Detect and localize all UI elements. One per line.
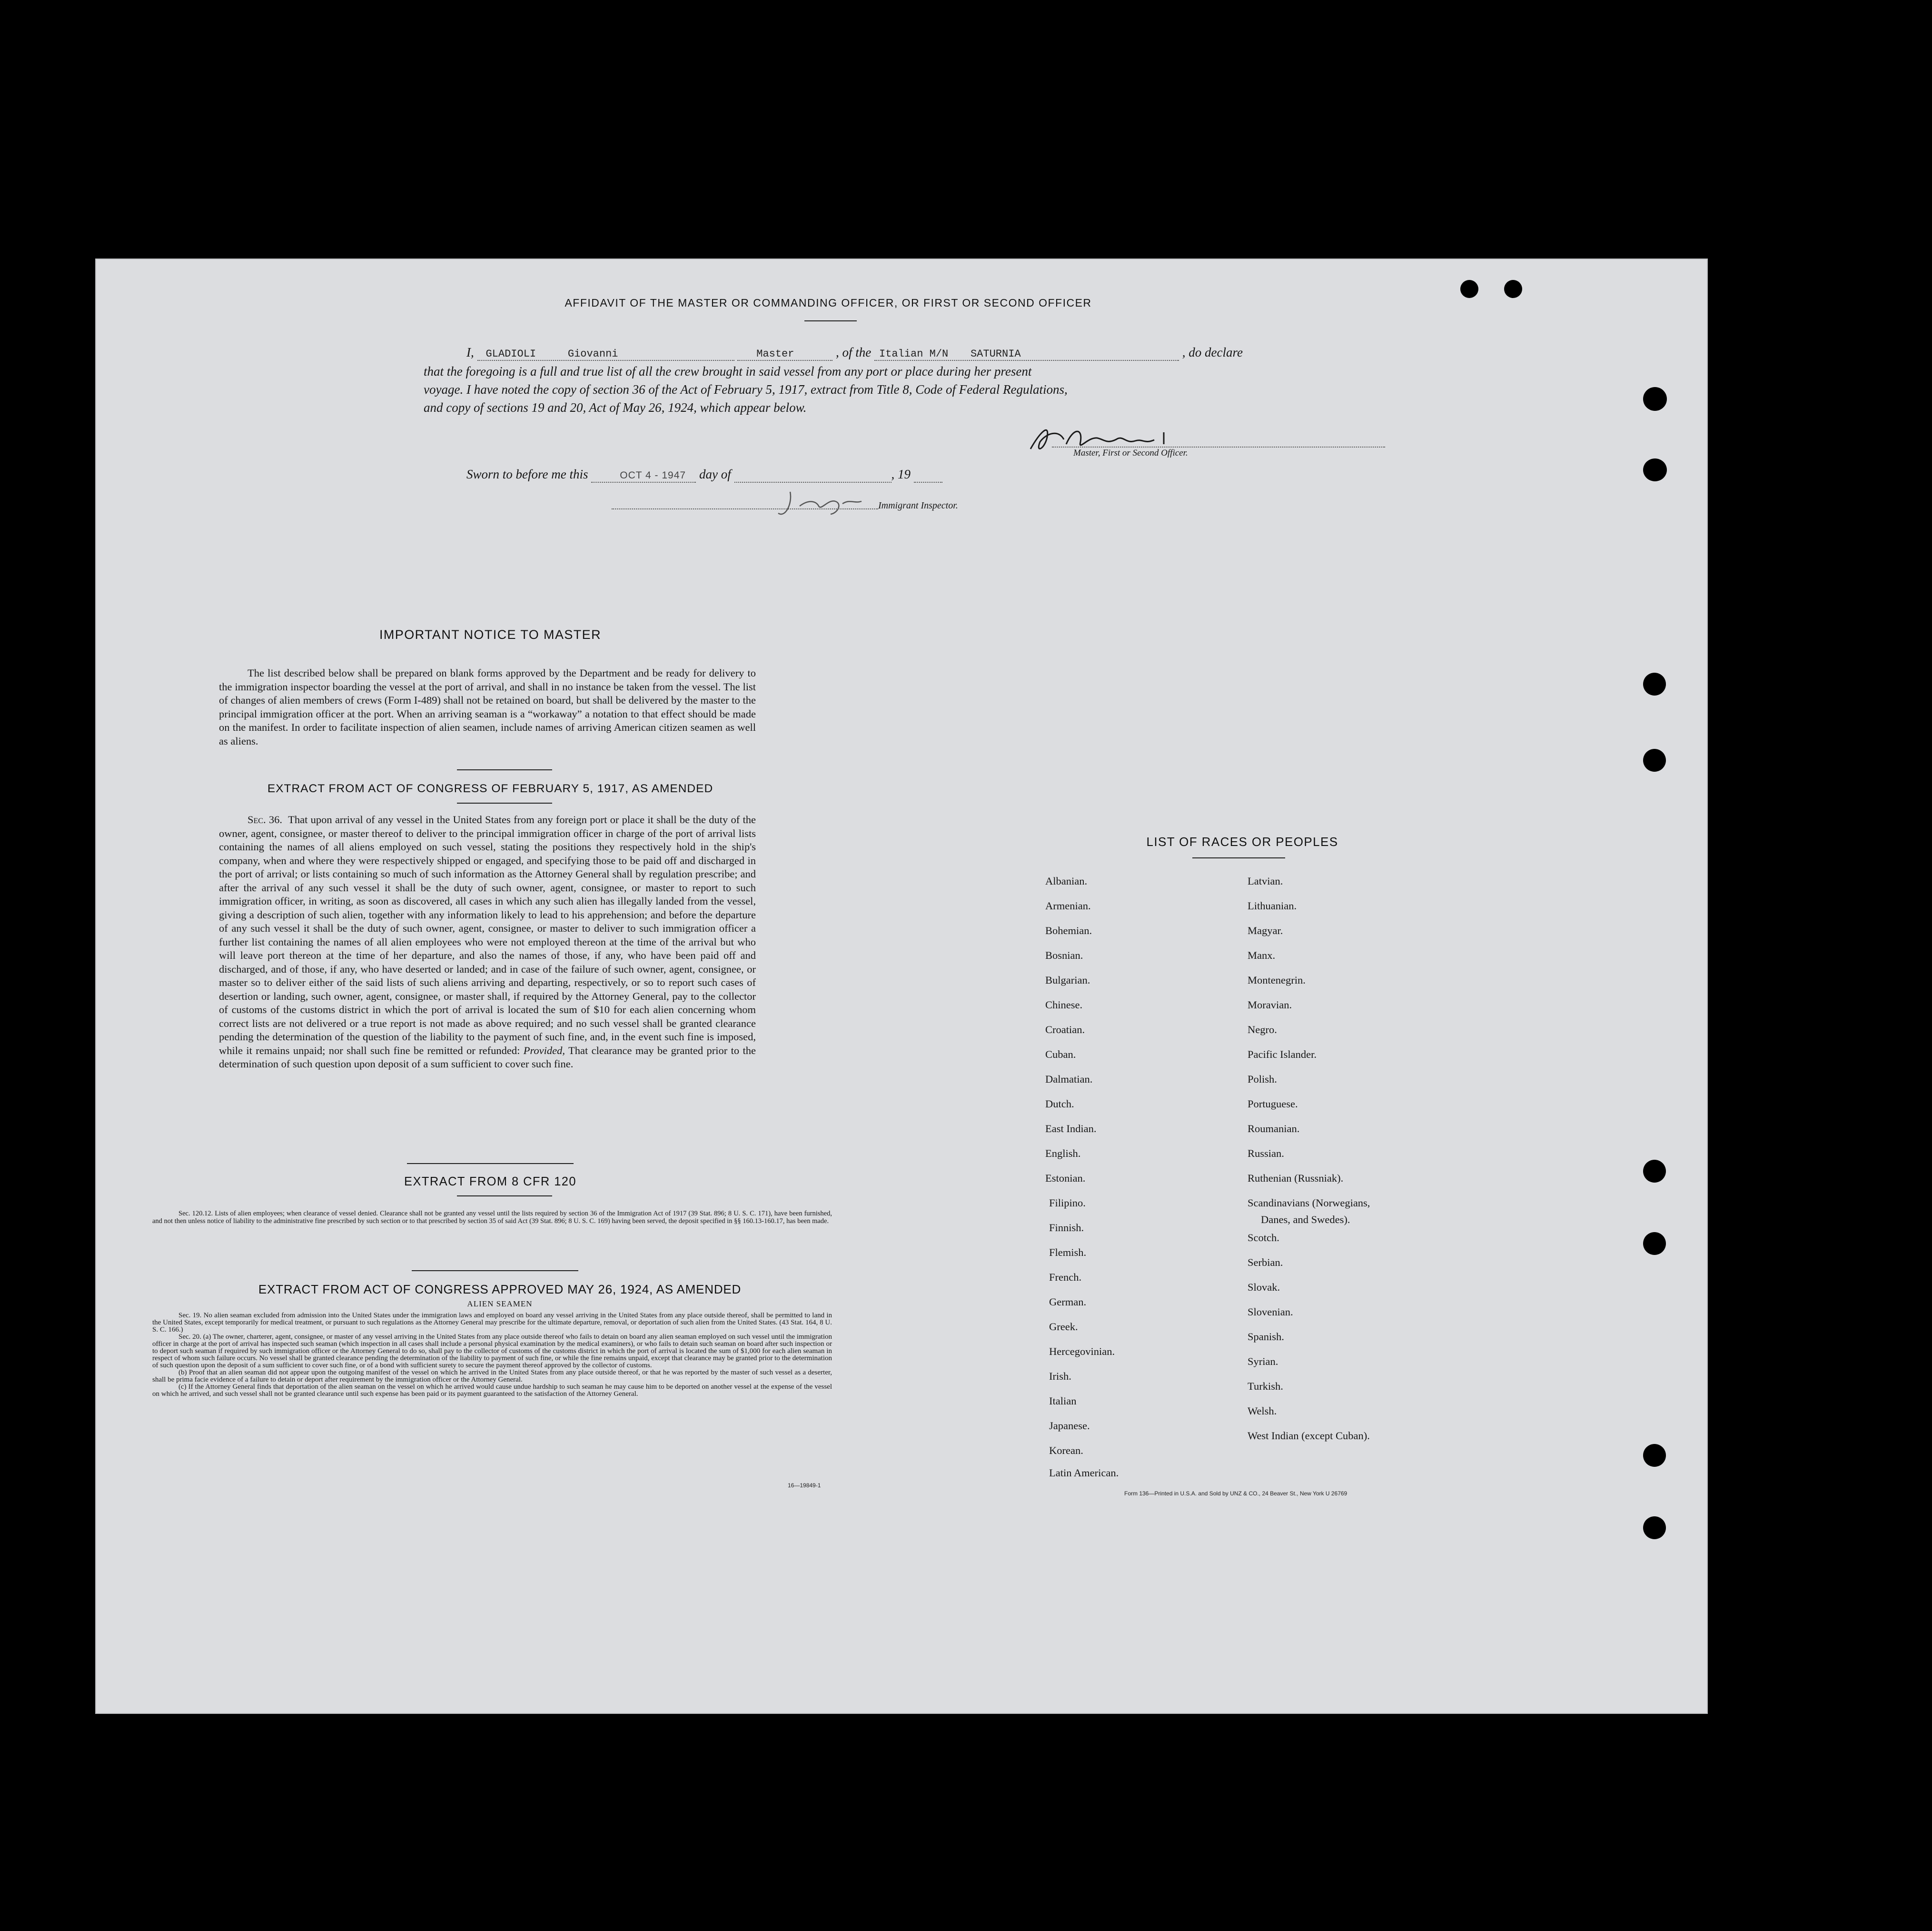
race-item: Italian <box>1049 1395 1077 1407</box>
race-item: English. <box>1045 1147 1081 1159</box>
race-item: Lithuanian. <box>1248 900 1297 912</box>
extract-1917-text <box>219 813 756 1071</box>
notice-title: IMPORTANT NOTICE TO MASTER <box>379 627 601 642</box>
race-item: Chinese. <box>1045 999 1083 1011</box>
sec-20c-text: (c) If the Attorney General finds that deportation of the alien seaman on the vessel on which he arrived would cause undue hardship to such seaman he may cause him to be deported on another vessel at the expense of the vessel on which he arrived, and such vessel shall not be granted clearance until such expense has been paid or its payment guaranteed to the satisfaction of the Attorney General. <box>152 1383 832 1398</box>
month-field <box>734 467 892 483</box>
date-field <box>591 467 696 483</box>
inspector-line <box>612 508 878 509</box>
punch-hole <box>1643 673 1666 696</box>
day-of-label: day of <box>699 467 731 481</box>
provided-label: Provided, <box>523 1044 565 1056</box>
race-item: Portuguese. <box>1248 1098 1298 1110</box>
race-item: Greek. <box>1049 1321 1078 1333</box>
race-item: Cuban. <box>1045 1048 1076 1060</box>
races-title-underline <box>1192 857 1285 858</box>
extract-1924-text <box>152 1312 832 1398</box>
race-item: Pacific Islander. <box>1248 1048 1317 1060</box>
race-item: Montenegrin. <box>1248 974 1306 986</box>
race-item: Croatian. <box>1045 1024 1085 1035</box>
name-field <box>477 345 734 361</box>
race-item: German. <box>1049 1296 1087 1308</box>
ship-name-value: SATURNIA <box>970 348 1021 360</box>
race-item: Bosnian. <box>1045 949 1083 961</box>
sec-36-text: That upon arrival of any vessel in the United States from any foreign port or place it shall be the duty of the owner, agent, consignee, or master thereof to deliver to the principal immigration officer in charge of the port of arrival lists containing the names of all aliens employed on such vessel, stating the positions they respectively hold in the ship's company, when and where they were respectively shipped or engaged, and specifying those to be paid off and discharged in the port of arrival; or lists containing so much of such information as the Attorney General shall by regulation prescribe; and after the arrival of any such vessel it shall be the duty of such owner, agent, consignee, or master to report to such immigration officer, in writing, as soon as discovered, all cases in which any such alien has illegally landed from the vessel, giving a description of such alien, together with any information likely to lead to his apprehension; and before the departure of any such vessel it shall be the duty of such owner, agent, consignee, or master to deliver to such immigration officer a further list containing the names of all alien employees who were not employed thereon at the time of the arrival but who will leave port thereon at the time of her departure, and also the names of those, if any, who have been paid off and discharged, and of those, if any, who have deserted or landed; and in case of the failure of such owner, agent, consignee, or master so to deliver either of the said lists of such aliens arriving and departing, respectively, or so to report such cases of desertion or landing, such owner, agent, consignee, or master shall, if required by the Attorney General, pay to the collector of customs of the customs district in which the port of arrival is located the sum of $10 for each alien concerning whom correct lists are not delivered or a true report is not made as above required; and no such vessel shall be granted clearance pending the determination of the question of the liability to the payment of such fine, and, in the event such fine is imposed, while it remains unpaid; nor shall such fine be remitted or refunded: <box>219 814 756 1056</box>
race-item: Slovenian. <box>1248 1306 1293 1318</box>
divider <box>457 1195 552 1196</box>
race-item: Ruthenian (Russniak). <box>1248 1172 1344 1184</box>
print-code: 16—19849-1 <box>788 1482 821 1489</box>
sec-20a-text: Sec. 20. (a) The owner, charterer, agent, consignee, or master of any vessel arriving in the United States from any place outside thereof who fails to detain on board any alien seaman employed on such vessel until the immigration officer in charge at the port of arrival has inspected such seaman (which inspection in all cases shall include a personal physical examination by the medical examiners), or who fails to detain such seaman on board after such inspection or to deport such seaman if required by such immigration officer or the Attorney General to do so, shall pay to the collector of customs of the customs district in which the port of arrival is located the sum of $1,000 for each alien seaman in respect of whom such failure occurs. No vessel shall be granted clearance pending the determination of the liability to payment of such fine, or while the fine remains unpaid, except that clearance may be granted prior to the determination of such question upon the deposit of a sum sufficient to cover such fine, or of a bond with sufficient surety to secure the payment thereof approved by the collector of customs. <box>152 1333 832 1369</box>
do-declare-label: , do declare <box>1182 345 1243 359</box>
race-item: Bohemian. <box>1045 925 1092 936</box>
race-item: Bulgarian. <box>1045 974 1090 986</box>
of-the-label: , of the <box>836 345 872 359</box>
race-item: Spanish. <box>1248 1331 1284 1343</box>
crew-list-form-back <box>95 259 1708 1714</box>
punch-hole <box>1643 1516 1666 1539</box>
race-item: Finnish. <box>1049 1222 1084 1234</box>
form-footer: Form 136—Printed in U.S.A. and Sold by UNZ & CO., 24 Beaver St., New York U 26769 <box>1124 1490 1347 1497</box>
races-left-column <box>1045 875 1236 1503</box>
race-item: Armenian. <box>1045 900 1091 912</box>
punch-hole <box>1643 387 1667 411</box>
race-item: West Indian (except Cuban). <box>1248 1430 1370 1442</box>
declaration-line <box>466 345 1418 361</box>
race-item: Albanian. <box>1045 875 1088 887</box>
sec-36-label: Sec. 36. <box>248 814 282 826</box>
inspector-title: Immigrant Inspector. <box>878 500 958 511</box>
race-item: Estonian. <box>1045 1172 1086 1184</box>
race-item: Serbian. <box>1248 1256 1283 1268</box>
sworn-label: Sworn to before me this <box>466 467 588 481</box>
race-item: Russian. <box>1248 1147 1284 1159</box>
inspector-signature <box>771 485 876 523</box>
race-item: Turkish. <box>1248 1380 1283 1392</box>
date-stamp: OCT 4 - 1947 <box>620 470 686 481</box>
divider <box>457 769 552 770</box>
punch-hole <box>1643 458 1667 481</box>
nationality-vessel-value: Italian M/N <box>879 348 949 360</box>
races-right-column <box>1248 875 1486 1503</box>
race-item: French. <box>1049 1271 1082 1283</box>
rank-field <box>737 345 832 361</box>
race-item: Korean. <box>1049 1444 1083 1456</box>
extract-1924-title: EXTRACT FROM ACT OF CONGRESS APPROVED MAY 26, 1924, AS AMENDED <box>258 1282 742 1296</box>
race-item: Dutch. <box>1045 1098 1074 1110</box>
declaration-text-1: that the foregoing is a full and true list of all the crew brought in said vessel from any port or place during her present <box>424 364 1032 378</box>
punch-hole <box>1504 280 1522 298</box>
cfr-title: EXTRACT FROM 8 CFR 120 <box>404 1175 576 1188</box>
rank-value: Master <box>756 348 794 360</box>
race-item: Latvian. <box>1248 875 1283 887</box>
title-underline <box>804 320 857 321</box>
race-item: Scotch. <box>1248 1232 1279 1244</box>
signer-title-line <box>1052 447 1385 448</box>
cfr-text: Sec. 120.12. Lists of alien employees; when clearance of vessel denied. Clearance shall not be granted any vessel until the lists required by section 36 of the Immigration Act of 1917 (39 Stat. 896; 8 U. S. C. 171), have been furnished, and not then unless notice of liability to the administrative fine prescribed by such section or to that prescribed by section 35 of said Act (39 Stat. 896; 8 U. S. C. 169) having been served, the deposit specified in §§ 160.13-160.17, has been made. <box>152 1210 832 1225</box>
punch-hole <box>1643 749 1666 772</box>
i-label: I, <box>466 345 474 359</box>
divider <box>457 803 552 804</box>
race-item: Syrian. <box>1248 1355 1278 1367</box>
punch-hole <box>1460 280 1478 298</box>
race-item: Latin American. <box>1049 1467 1119 1479</box>
declaration-text-3: and copy of sections 19 and 20, Act of May 26, 1924, which appear below. <box>424 400 807 415</box>
race-item: Scandinavians (Norwegians, <box>1248 1197 1370 1209</box>
race-item: Polish. <box>1248 1073 1277 1085</box>
race-item: Danes, and Swedes). <box>1261 1214 1350 1225</box>
affidavit-title: AFFIDAVIT OF THE MASTER OR COMMANDING OFFICER, OR FIRST OR SECOND OFFICER <box>565 297 1092 309</box>
extract-1917-title: EXTRACT FROM ACT OF CONGRESS OF FEBRUARY 5, 1917, AS AMENDED <box>267 782 713 795</box>
sworn-line <box>466 467 942 483</box>
year-field <box>914 467 942 483</box>
race-item: Roumanian. <box>1248 1123 1300 1135</box>
race-item: Welsh. <box>1248 1405 1277 1417</box>
race-item: Hercegovinian. <box>1049 1345 1115 1357</box>
race-item: Manx. <box>1248 949 1276 961</box>
divider <box>412 1270 578 1271</box>
race-item: Moravian. <box>1248 999 1292 1011</box>
divider <box>407 1163 574 1164</box>
race-item: Magyar. <box>1248 925 1283 936</box>
signer-title: Master, First or Second Officer. <box>1073 448 1188 458</box>
vessel-field <box>874 345 1179 361</box>
race-item: Irish. <box>1049 1370 1071 1382</box>
race-item: Flemish. <box>1049 1246 1087 1258</box>
race-item: Negro. <box>1248 1024 1277 1035</box>
extract-1924-subtitle: ALIEN SEAMEN <box>467 1299 533 1308</box>
sec-36-text-end: That clearance may be granted prior to the determination of such question upon deposit of a sum sufficient to cover such fine. <box>219 1044 756 1070</box>
race-item: Slovak. <box>1248 1281 1280 1293</box>
sec-19-text: Sec. 19. No alien seaman excluded from admission into the United States under the immigration laws and employed on board any vessel arriving in the United States from any place outside thereof, shall be permitted to land in the United States, except temporarily for medical treatment, or pursuant to such regulations as the Attorney General may prescribe for the ultimate departure, removal, or deportation of such alien from the United States. (43 Stat. 164, 8 U. S. C. 166.) <box>152 1312 832 1334</box>
race-item: East Indian. <box>1045 1123 1097 1135</box>
punch-hole <box>1643 1160 1666 1183</box>
races-title: LIST OF RACES OR PEOPLES <box>1146 835 1338 849</box>
race-item: Dalmatian. <box>1045 1073 1093 1085</box>
race-item: Japanese. <box>1049 1420 1090 1432</box>
given-name-value: Giovanni <box>567 348 618 360</box>
sec-20b-text: (b) Proof that an alien seaman did not appear upon the outgoing manifest of the vessel on which he arrived in the United States from any place outside thereof, or that he was reported by the master of such vessel as a deserter, shall be prima facie evidence of a failure to detain or deport after requirement by the immigration officer or the Attorney General. <box>152 1369 832 1384</box>
race-item: Filipino. <box>1049 1197 1086 1209</box>
notice-text: The list described below shall be prepared on blank forms approved by the Department and be ready for delivery to the immigration inspector boarding the vessel at the port of arrival, and shall in no instance be taken from the vessel. The list of changes of alien members of crews (Form I-489) shall not be retained on board, but shall be delivered by the master to the principal immigration officer at the port. When an arriving seaman is a “workaway” a notation to that effect should be made on the manifest. In order to facilitate inspection of alien seamen, include names of arriving American citizen seamen as well as aliens. <box>219 667 756 747</box>
punch-hole <box>1643 1232 1666 1255</box>
declaration-text-2: voyage. I have noted the copy of section 36 of the Act of February 5, 1917, extract from Title 8, Code of Federal Regulations, <box>424 382 1068 397</box>
punch-hole <box>1643 1444 1666 1467</box>
year-label: , 19 <box>891 467 911 481</box>
surname-value: GLADIOLI <box>485 348 536 360</box>
